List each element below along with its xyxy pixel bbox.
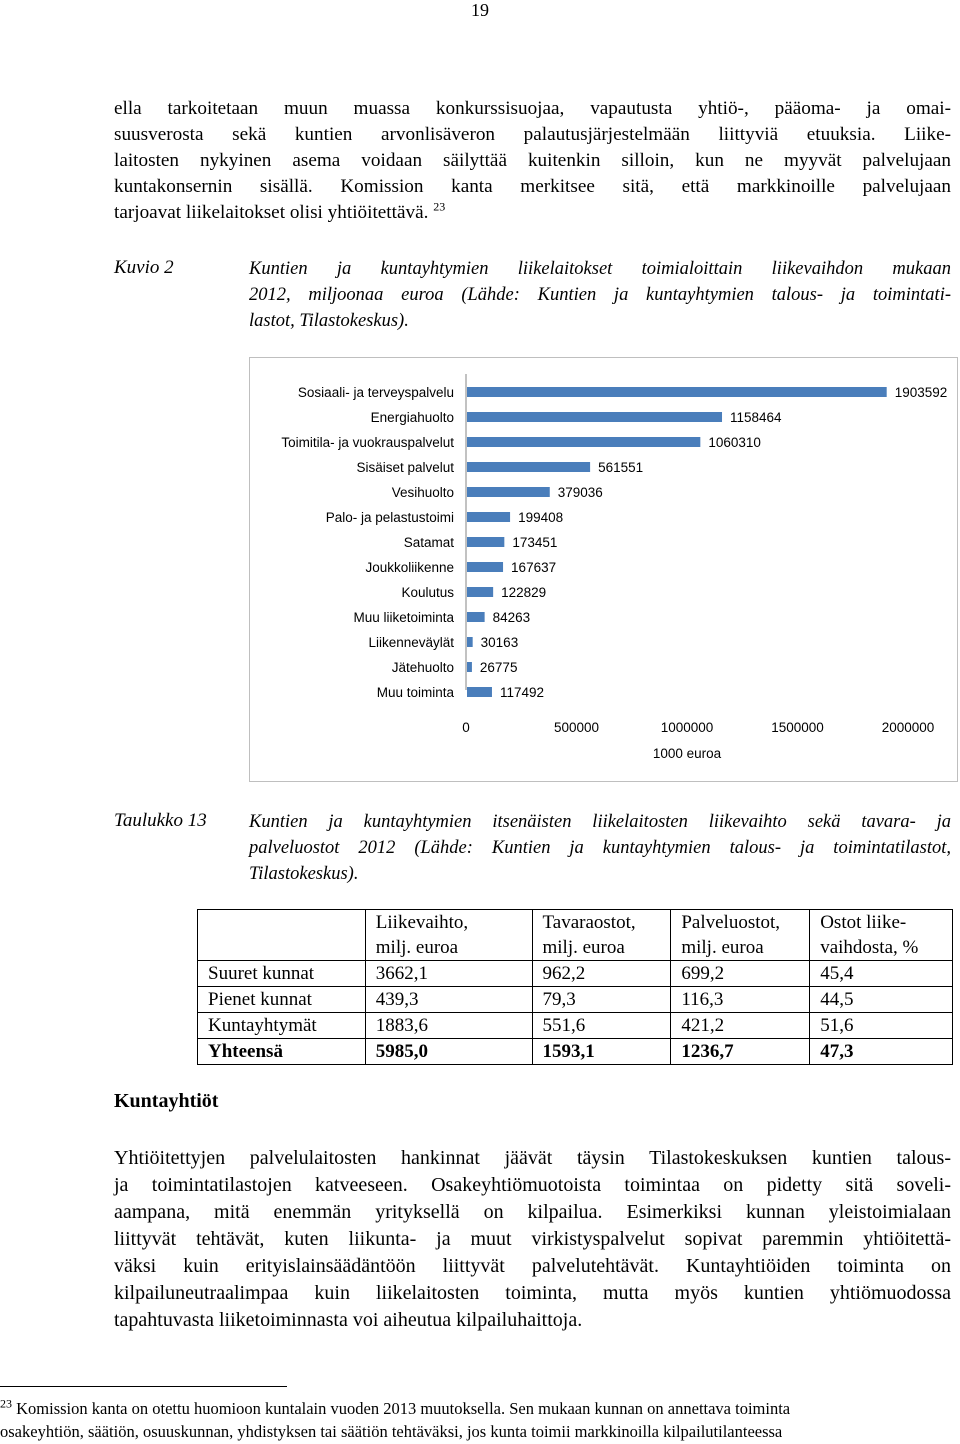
table-caption [249, 809, 951, 887]
table-label: Taulukko 13 [114, 810, 207, 831]
table-cell: 421,2 [671, 1013, 810, 1039]
bar [467, 437, 700, 447]
category-label: Jätehuolto [391, 660, 454, 675]
category-label: Palo- ja pelastustoimi [325, 510, 454, 525]
table-cell: 47,3 [810, 1039, 953, 1065]
section-line: kilpailuneutraalimpaa kuin liikelaitosten toiminta, mutta myös kuntien yhtiömuodossa [114, 1282, 951, 1304]
intro-line: suusverosta sekä kuntien arvonlisäveron palautusjärjestelmään liittyviä etuuksia. Liike- [114, 124, 951, 145]
table-header-cell: Liikevaihto, milj. euroa [365, 910, 532, 961]
footnote-separator [0, 1386, 287, 1387]
x-tick-label: 0 [462, 720, 470, 735]
table-cell: Suuret kunnat [198, 961, 366, 987]
data-label: 173451 [512, 535, 558, 550]
bar [467, 537, 504, 547]
footnote-line: osakeyhtiön, säätiön, osuuskunnan, yhdistyksen tai säätiön tehtäväksi, jos kunta toimii markkinoilla kilpailutilanteessa [0, 1422, 783, 1441]
category-label: Koulutus [401, 585, 454, 600]
category-label: Toimitila- ja vuokrauspalvelut [281, 435, 454, 450]
intro-line: tarjoavat liikelaitokset olisi yhtiöitettävä. [114, 202, 429, 223]
table-cell: 116,3 [671, 987, 810, 1013]
table-cell: 1593,1 [532, 1039, 671, 1065]
data-label: 167637 [511, 560, 557, 575]
category-label: Sosiaali- ja terveyspalvelu [297, 385, 454, 400]
table-cell: 5985,0 [365, 1039, 532, 1065]
data-label: 379036 [557, 485, 603, 500]
footnote-ref[interactable]: 23 [433, 199, 446, 214]
table-caption-line: palveluostot 2012 (Lähde: Kuntien ja kuntayhtymien talous- ja toimintatilastot, [249, 838, 951, 858]
bar [467, 637, 473, 647]
table-cell: 45,4 [810, 961, 953, 987]
bar [467, 462, 590, 472]
category-label: Muu toiminta [376, 685, 454, 700]
bar [467, 387, 887, 397]
category-label: Vesihuolto [391, 485, 454, 500]
table-cell: 3662,1 [365, 961, 532, 987]
table-header-row [198, 910, 953, 961]
table-header-cell: Palveluostot, milj. euroa [671, 910, 810, 961]
table-cell: 1236,7 [671, 1039, 810, 1065]
section-line: liittyvät tehtävät, kuten liikunta- ja muut virkistyspalvelut sopivat paremmin yhtiöitettä- [114, 1228, 951, 1250]
x-tick-label: 2000000 [881, 720, 935, 735]
table-total-row [198, 1039, 953, 1065]
data-label: 30163 [480, 635, 519, 650]
bar [467, 412, 722, 422]
section-line: Yhtiöitettyjen palvelulaitosten hankinnat jäävät täysin Tilastokeskuksen kuntien talous- [114, 1147, 951, 1169]
x-tick-label: 500000 [553, 720, 600, 735]
x-axis-label: 1000 euroa [652, 746, 722, 761]
bar [467, 487, 550, 497]
data-label: 122829 [501, 585, 547, 600]
x-tick-label: 1500000 [771, 720, 824, 735]
section-line: aampana, mitä enemmän yrityksellä on kilpailua. Esimerkiksi kunnan yleistoimialaan [114, 1201, 951, 1223]
section-paragraph [114, 1145, 951, 1334]
data-table [197, 909, 953, 1065]
figure-caption-line: Kuntien ja kuntayhtymien liikelaitokset toimialoittain liikevaihdon mukaan [249, 259, 951, 279]
figure-caption [249, 256, 951, 334]
intro-line: kuntakonsernin sisällä. Komission kanta merkitsee sitä, että markkinoille palvelujaan [114, 176, 951, 197]
bar [467, 687, 492, 697]
table-cell: 551,6 [532, 1013, 671, 1039]
data-label: 26775 [479, 660, 518, 675]
bar [467, 512, 510, 522]
footnote-line: Komission kanta on otettu huomioon kuntalain vuoden 2013 muutoksella. Sen mukaan kunnan on annettava toiminta [16, 1399, 791, 1418]
figure-caption-line: lastot, Tilastokeskus). [249, 311, 409, 331]
table-cell: 1883,6 [365, 1013, 532, 1039]
figure-caption-line: 2012, miljoonaa euroa (Lähde: Kuntien ja kuntayhtymien talous- ja toimintati- [249, 285, 951, 305]
data-label: 199408 [518, 510, 564, 525]
page-number: 19 [471, 0, 489, 20]
table-header-cell [198, 910, 366, 961]
category-label: Energiahuolto [370, 410, 454, 425]
table-cell: 44,5 [810, 987, 953, 1013]
table-header-cell: Tavaraostot, milj. euroa [532, 910, 671, 961]
table-row [198, 961, 953, 987]
data-label: 1158464 [730, 410, 782, 425]
bar-chart [250, 358, 959, 783]
footnote-number: 23 [0, 1396, 12, 1411]
bar [467, 612, 485, 622]
table-row [198, 1013, 953, 1039]
footnote [0, 1397, 960, 1443]
table-row [198, 987, 953, 1013]
table-cell: Pienet kunnat [198, 987, 366, 1013]
table-cell: 51,6 [810, 1013, 953, 1039]
table-cell: 439,3 [365, 987, 532, 1013]
figure-label: Kuvio 2 [114, 257, 174, 278]
table-cell: Yhteensä [198, 1039, 366, 1065]
section-line: tapahtuvasta liiketoiminnasta voi aiheutua kilpailuhaittoja. [114, 1309, 583, 1331]
section-line: väksi kuin erityislainsäädäntöön liittyvät palvelutehtävät. Kuntayhtiöiden toiminta on [114, 1255, 951, 1277]
table-header-cell: Ostot liike- vaihdosta, % [810, 910, 953, 961]
table-cell: 962,2 [532, 961, 671, 987]
bar [467, 562, 503, 572]
intro-line: laitosten nykyinen asema voidaan säilyttää kuitenkin silloin, kun ne myyvät palvelujaan [114, 150, 951, 171]
category-label: Liikenneväylät [368, 635, 454, 650]
chart-frame [249, 357, 958, 782]
intro-paragraph [114, 96, 951, 226]
data-label: 561551 [598, 460, 644, 475]
table-caption-line: Tilastokeskus). [249, 864, 359, 884]
data-label: 1060310 [708, 435, 761, 450]
section-line: ja toimintatilastojen katveeseen. Osakeyhtiömuotoista toimintaa on pidetty sitä soveli- [114, 1174, 951, 1196]
category-label: Satamat [403, 535, 454, 550]
data-label: 1903592 [894, 385, 948, 400]
table-caption-line: Kuntien ja kuntayhtymien itsenäisten liikelaitosten liikevaihto sekä tavara- ja [249, 812, 951, 832]
data-label: 84263 [492, 610, 531, 625]
bar [467, 587, 493, 597]
x-tick-label: 1000000 [660, 720, 714, 735]
category-label: Joukkoliikenne [365, 560, 454, 575]
category-label: Sisäiset palvelut [356, 460, 454, 475]
category-label: Muu liiketoiminta [353, 610, 454, 625]
table-cell: 699,2 [671, 961, 810, 987]
intro-line: ella tarkoitetaan muun muassa konkurssisuojaa, vapautusta yhtiö-, pääoma- ja omai- [114, 98, 951, 119]
section-heading: Kuntayhtiöt [114, 1090, 219, 1112]
table-cell: 79,3 [532, 987, 671, 1013]
bar [467, 662, 472, 672]
table-cell: Kuntayhtymät [198, 1013, 366, 1039]
data-label: 117492 [499, 685, 545, 700]
